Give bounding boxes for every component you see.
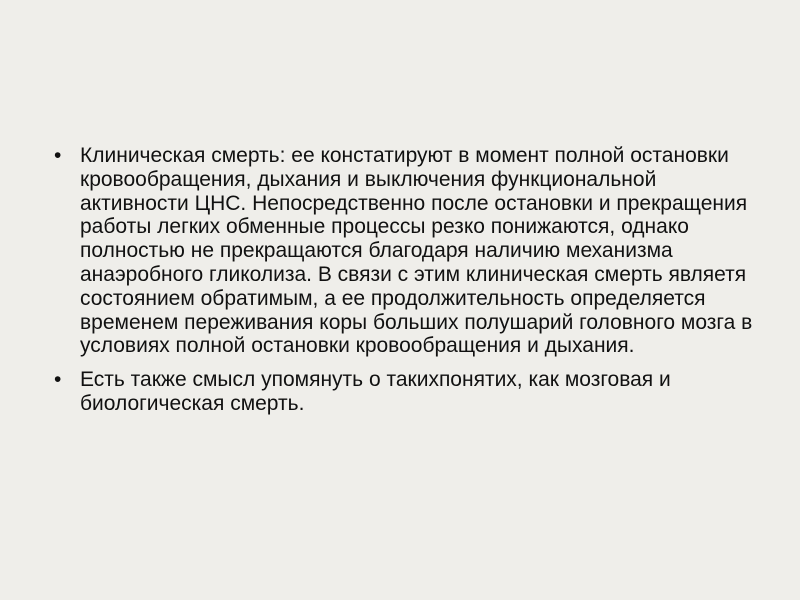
bullet-text: Клиническая смерть: ее констатируют в момент полной остановки кровообращения, дыхания и выключения функциональной активности ЦНС. Непосредственно после остановки и прекращения работы легких обменные процессы резко понижаются, однако полностью не прекращаются благодаря наличию механизма анаэробного гликолиза. В связи с этим клиническая смерть являетя состоянием обратимым, а ее продолжительность определяется временем переживания коры больших полушарий головного мозга в условиях полной остановки кровообращения и дыхания. <box>80 144 753 358</box>
slide-body <box>48 144 768 426</box>
bullet-marker: • <box>54 144 62 167</box>
bullet-item-clinical-death <box>48 144 768 358</box>
bullet-list <box>48 144 768 416</box>
bullet-item-brain-death <box>48 368 768 416</box>
bullet-text: Есть также смысл упомянуть о такихпонятих, как мозговая и биологическая смерть. <box>80 368 671 415</box>
bullet-marker: • <box>54 368 62 392</box>
